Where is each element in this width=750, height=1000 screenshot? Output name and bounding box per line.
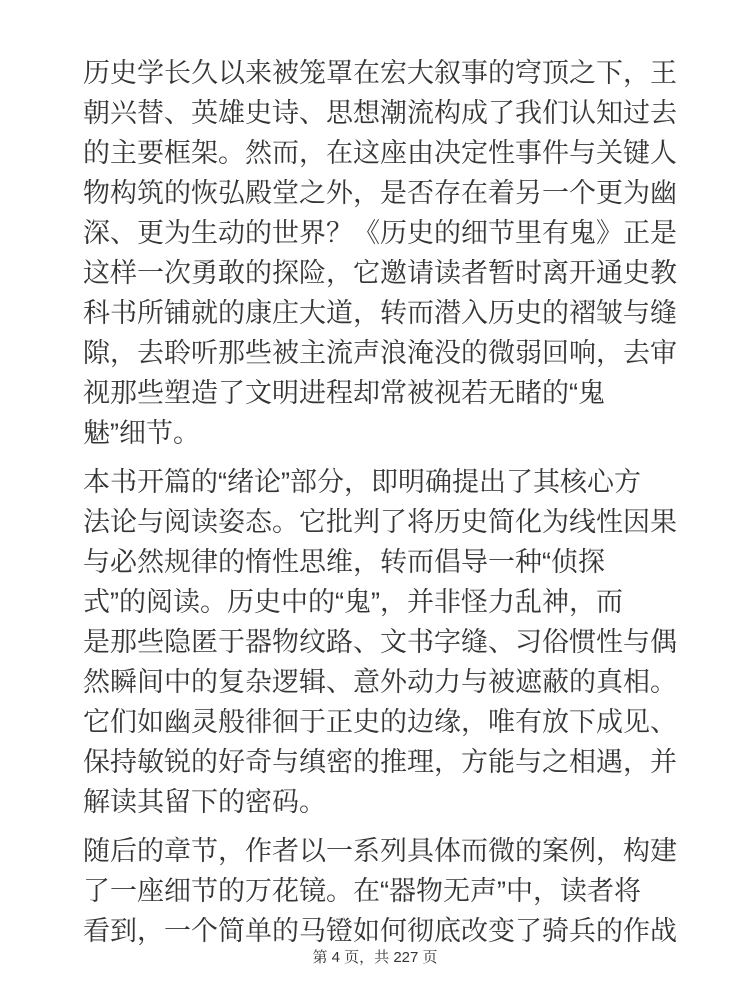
text-line: 解读其留下的密码。: [83, 787, 326, 817]
text-line: 然瞬间中的复杂逻辑、意外动力与被遮蔽的真相。: [83, 667, 677, 697]
text-line: 本书开篇的“绪论”部分，即明确提出了其核心方: [83, 467, 641, 497]
text-line: 视那些塑造了文明进程却常被视若无睹的“鬼: [83, 378, 605, 408]
text-line: 法论与阅读姿态。它批判了将历史简化为线性因果: [83, 507, 677, 537]
text-line: 它们如幽灵般徘徊于正史的边缘，唯有放下成见、: [83, 707, 677, 737]
text-line: 看到，一个简单的马镫如何彻底改变了骑兵的作战: [83, 916, 677, 946]
text-line: 的主要框架。然而，在这座由决定性事件与关键人: [83, 138, 677, 168]
text-line: 朝兴替、英雄史诗、思想潮流构成了我们认知过去: [83, 98, 677, 128]
text-line: 科书所铺就的康庄大道，转而潜入历史的褶皱与缝: [83, 298, 677, 328]
paragraph: [83, 462, 677, 822]
text-line: 这样一次勇敢的探险，它邀请读者暂时离开通史教: [83, 258, 677, 288]
text-line: 物构筑的恢弘殿堂之外，是否存在着另一个更为幽: [83, 178, 677, 208]
document-body: [83, 53, 677, 960]
text-line: 与必然规律的惰性思维，转而倡导一种“侦探: [83, 547, 605, 577]
text-line: 保持敏锐的好奇与缜密的推理，方能与之相遇，并: [83, 747, 677, 777]
text-line: 随后的章节，作者以一系列具体而微的案例，构建: [83, 836, 677, 866]
text-line: 是那些隐匿于器物纹路、文书字缝、习俗惯性与偶: [83, 627, 677, 657]
text-line: 了一座细节的万花镜。在“器物无声”中，读者将: [83, 876, 641, 906]
text-line: 魅”细节。: [83, 418, 200, 448]
text-line: 历史学长久以来被笼罩在宏大叙事的穹顶之下，王: [83, 58, 677, 88]
text-line: 隙，去聆听那些被主流声浪淹没的微弱回响，去审: [83, 338, 677, 368]
text-line: 深、更为生动的世界？《历史的细节里有鬼》正是: [83, 218, 677, 248]
page-indicator: 第 4 页，共 227 页: [312, 949, 438, 966]
paragraph: [83, 831, 677, 951]
text-line: 式”的阅读。历史中的“鬼”，并非怪力乱神，而: [83, 587, 623, 617]
paragraph: [83, 53, 677, 453]
